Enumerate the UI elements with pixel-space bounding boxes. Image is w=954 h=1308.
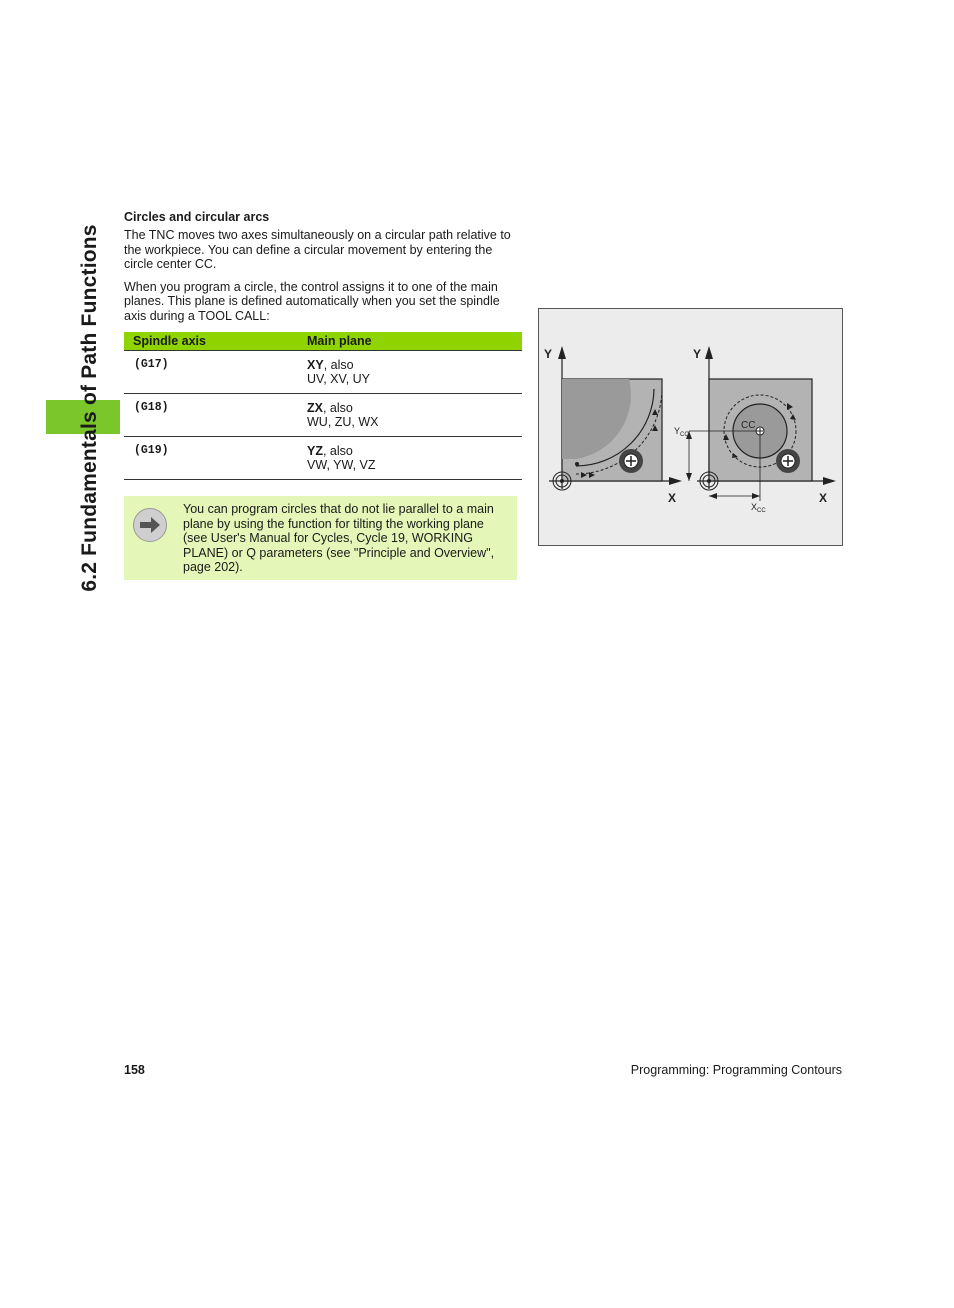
plane-main: XY [307, 357, 324, 372]
left-diagram [544, 346, 682, 505]
plane-main: YZ [307, 443, 323, 458]
table-row [124, 436, 522, 479]
table-header-row [124, 332, 522, 351]
table-row [124, 393, 522, 436]
spindle-axis-cell: (G17) [124, 350, 307, 393]
page-number: 158 [124, 1063, 145, 1077]
main-content [124, 210, 522, 480]
xcc-label: $X_{CC}$ [751, 502, 766, 514]
left-y-axis-label: Y [544, 347, 553, 361]
left-x-axis-label: X [668, 491, 677, 505]
header-main-plane: Main plane [307, 333, 372, 348]
plane-alternatives: UV, XV, UY [307, 371, 371, 386]
spindle-plane-table [124, 332, 522, 480]
ycc-label: $Y_{CC}$ [674, 426, 689, 438]
main-plane-cell [307, 350, 522, 393]
right-y-axis-label: Y [693, 347, 702, 361]
plane-alternatives: VW, YW, VZ [307, 457, 376, 472]
plane-also: , also [322, 443, 353, 458]
note-text: You can program circles that do not lie parallel to a main plane by using the function for tilting the working plane (see User's Manual for Cycles, Cycle 19, WORKING PLANE) or Q parameters (see "Principle and Overview", page 202). [183, 502, 495, 574]
main-plane-cell [307, 393, 522, 436]
circle-plane-figure [538, 308, 843, 546]
table-row [124, 350, 522, 393]
header-spindle-axis: Spindle axis [133, 333, 206, 348]
plane-main: ZX [307, 400, 323, 415]
plane-alternatives: WU, ZU, WX [307, 414, 379, 429]
footer-title: Programming: Programming Contours [630, 1063, 842, 1077]
right-diagram [674, 346, 836, 514]
spindle-axis-cell: (G19) [124, 436, 307, 479]
paragraph-intro: The TNC moves two axes simultaneously on a circular path relative to the workpiece. You can define a circular movement by entering the circle center CC. [124, 228, 511, 272]
spindle-axis-cell: (G18) [124, 393, 307, 436]
main-plane-cell [307, 436, 522, 479]
paragraph-planes: When you program a circle, the control assigns it to one of the main planes. This plane is defined automatically when you set the spindle axis during a TOOL CALL: [124, 279, 500, 323]
right-x-axis-label: X [819, 491, 828, 505]
circle-center-label: CC [741, 420, 756, 431]
plane-also: , also [322, 400, 353, 415]
arrow-right-icon [133, 508, 167, 542]
note-box [124, 496, 517, 580]
plane-also: , also [323, 357, 354, 372]
chapter-title: 6.2 Fundamentals of Path Functions [78, 224, 101, 592]
section-heading: Circles and circular arcs [124, 210, 270, 224]
